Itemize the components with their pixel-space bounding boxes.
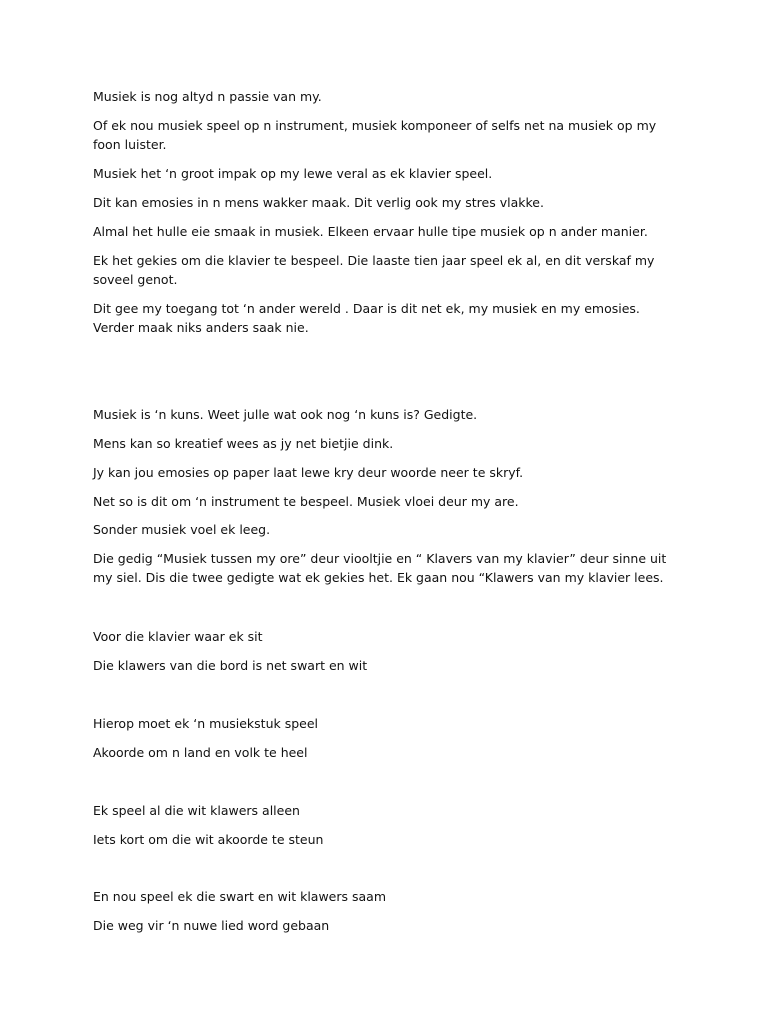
poem-line: Iets kort om die wit akoorde te steun [93, 832, 324, 847]
poem-line: Akoorde om n land en volk te heel [93, 745, 308, 760]
paragraph-line: Musiek is ‘n kuns. Weet julle wat ook nog ‘n kuns is? Gedigte. [93, 407, 478, 422]
poem-line: Voor die klavier waar ek sit [93, 629, 263, 644]
paragraph-line: Dit gee my toegang tot ‘n ander wereld . Daar is dit net ek, my musiek en my emosies. [93, 301, 640, 316]
paragraph-line: Ek het gekies om die klavier te bespeel. Die laaste tien jaar speel ek al, en dit verskaf my [93, 253, 655, 268]
paragraph-line: Die gedig “Musiek tussen my ore” deur viooltjie en “ Klavers van my klavier” deur sinne uit [93, 551, 667, 566]
paragraph-line: Dit kan emosies in n mens wakker maak. Dit verlig ook my stres vlakke. [93, 195, 544, 210]
paragraph-line: my siel. Dis die twee gedigte wat ek gekies het. Ek gaan nou “Klawers van my klavier lees. [93, 570, 664, 585]
poem-line: Die klawers van die bord is net swart en wit [93, 658, 368, 673]
paragraph-line: Sonder musiek voel ek leeg. [93, 522, 271, 537]
poem-line: Ek speel al die wit klawers alleen [93, 803, 300, 818]
poem-line: Hierop moet ek ‘n musiekstuk speel [93, 716, 319, 731]
paragraph-line: Almal het hulle eie smaak in musiek. Elkeen ervaar hulle tipe musiek op n ander manier. [93, 224, 648, 239]
paragraph-line: Of ek nou musiek speel op n instrument, musiek komponeer of selfs net na musiek op my [93, 118, 657, 133]
paragraph-line: Musiek het ‘n groot impak op my lewe veral as ek klavier speel. [93, 166, 493, 181]
paragraph-line: Mens kan so kreatief wees as jy net bietjie dink. [93, 436, 394, 451]
paragraph-line: Net so is dit om ‘n instrument te bespeel. Musiek vloei deur my are. [93, 494, 519, 509]
paragraph-line: Verder maak niks anders saak nie. [93, 320, 309, 335]
poem-line: Die weg vir ‘n nuwe lied word gebaan [93, 918, 330, 933]
paragraph-line: foon luister. [93, 137, 167, 152]
poem-line: En nou speel ek die swart en wit klawers saam [93, 889, 386, 904]
paragraph-line: Jy kan jou emosies op paper laat lewe kry deur woorde neer te skryf. [93, 465, 524, 480]
paragraph-line: soveel genot. [93, 272, 178, 287]
paragraph-line: Musiek is nog altyd n passie van my. [93, 89, 322, 104]
